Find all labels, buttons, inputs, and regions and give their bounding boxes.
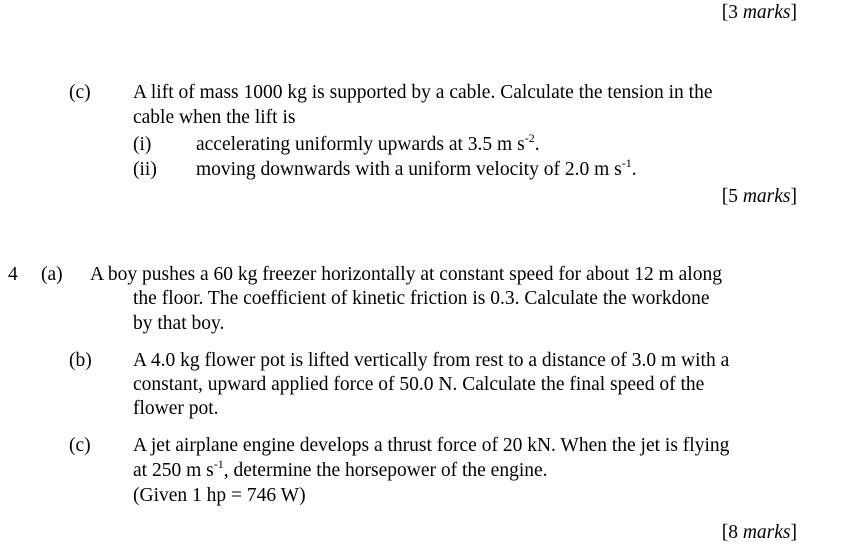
q4b-line-2: constant, upward applied force of 50.0 N. Calculate the final speed of the	[133, 374, 705, 395]
marks-8: [8 marks]	[721, 522, 797, 543]
marks-3: [3 marks]	[721, 2, 797, 23]
q3c-line-2: cable when the lift is	[133, 107, 296, 128]
q4b-line-1: A 4.0 kg flower pot is lifted vertically from rest to a distance of 3.0 m with a	[133, 350, 730, 371]
q3c-ii-label: (ii)	[133, 159, 157, 180]
q4a-line-3: by that boy.	[133, 313, 225, 334]
q4c-line-1: A jet airplane engine develops a thrust force of 20 kN. When the jet is flying	[133, 435, 730, 456]
q4b-line-3: flower pot.	[133, 398, 219, 419]
q3c-i-text: accelerating uniformly upwards at 3.5 m $s^{-2}$.	[196, 130, 540, 155]
marks-5: [5 marks]	[721, 186, 797, 207]
q3c-ii-text: moving downwards with a uniform velocity of 2.0 m $s^{-1}$.	[196, 155, 637, 180]
q4c-line-3: (Given 1 hp = 746 W)	[133, 485, 306, 506]
q4c-line-2: at 250 m $s^{-1}$, determine the horsepower of the engine.	[133, 456, 548, 481]
q4a-line-2: the floor. The coefficient of kinetic friction is 0.3. Calculate the workdone	[133, 288, 710, 309]
q3c-line-1: A lift of mass 1000 kg is supported by a cable. Calculate the tension in the	[133, 82, 713, 103]
q4a-label: (a)	[41, 264, 63, 285]
q4-number: 4	[8, 264, 18, 285]
q4b-label: (b)	[69, 350, 92, 371]
q4c-label: (c)	[69, 435, 91, 456]
q4a-line-1: A boy pushes a 60 kg freezer horizontally at constant speed for about 12 m along	[90, 264, 722, 285]
q3c-label: (c)	[69, 82, 91, 103]
q3c-i-label: (i)	[133, 134, 152, 155]
